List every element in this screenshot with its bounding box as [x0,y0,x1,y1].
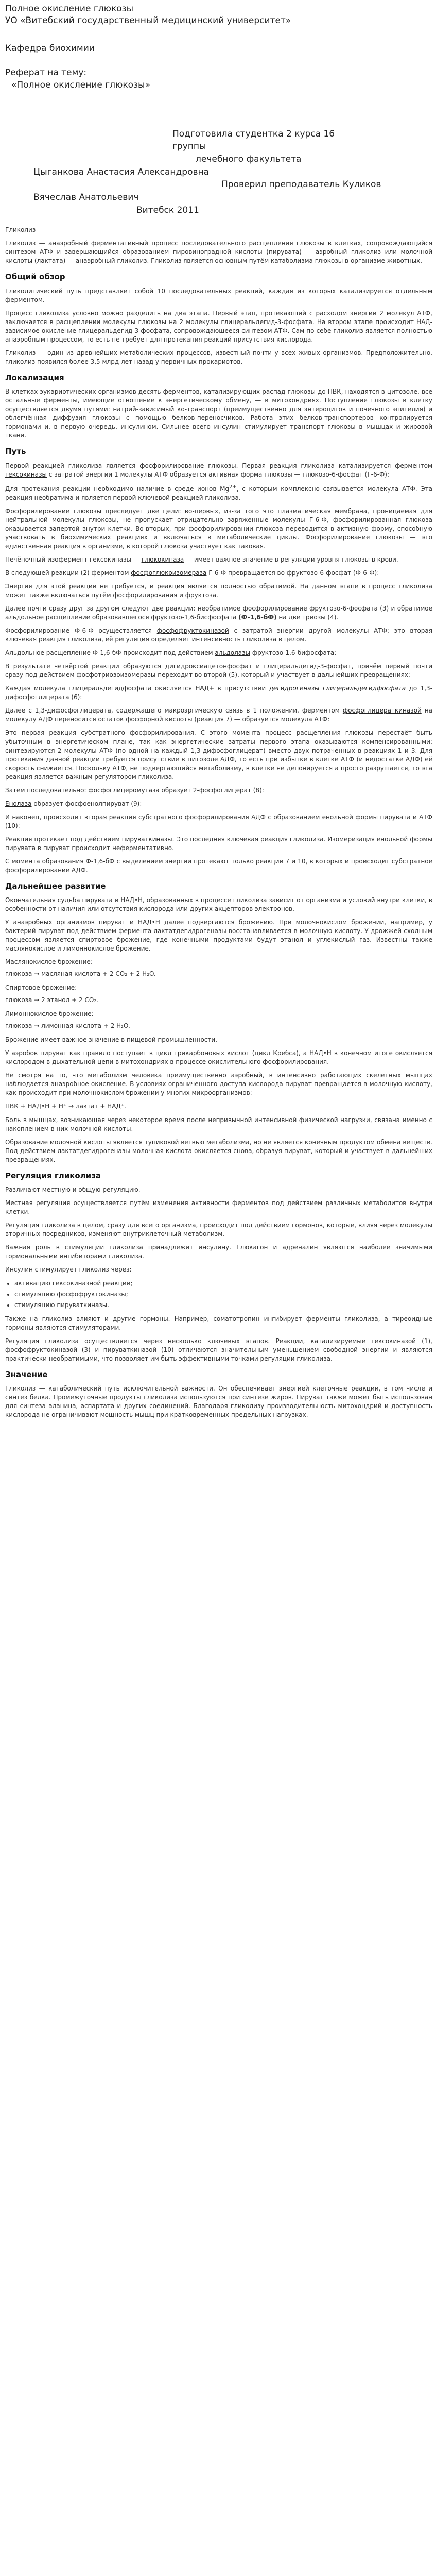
section-heading-localization: Локализация [5,372,64,382]
paragraph: Первой реакцией гликолиза является фосфорилирование глюкозы. Первая реакция гликолиза катализируется ферментом гексокиназы с затратой энергии 1 молекулы АТФ образуется активная форма глюкозы — глюкозо-6-фосфат (Г-6-Ф): [5,462,432,478]
department-name: Кафедра биохимии [5,43,95,54]
paragraph: Также на гликолиз влияют и другие гормоны. Например, соматотропин ингибирует ферменты гликолиза, а тиреоидные гормоны являются стимуляторами. [5,1315,432,1331]
paragraph: Инсулин стимулирует гликолиз через: [5,1266,132,1274]
paragraph: Далее почти сразу друг за другом следуют две реакции: необратимое фосфорилирование фруктозо-6-фосфата (3) и обратимое альдольное расщепление образовавшегося фруктозо-1,6-бисфосфата (Ф-1,6-бФ) на две триозы (4). [5,605,432,621]
equation-label: Лимоннокислое брожение: [5,1010,94,1018]
link-glucokinase[interactable]: глюкокиназа [141,556,184,564]
equation-label: Маслянокислое брожение: [5,958,93,966]
section-heading-significance: Значение [5,1369,48,1379]
paragraph: Фосфорилирование Ф-6-Ф осуществляется фосфофруктокиназой с затратой энергии другой молекулы АТФ; это вторая ключевая реакция гликолиза, её регуляция определяет интенсивность гликолиза в целом. [5,627,432,643]
list-item: • активацию гексокиназной реакции; [14,1279,432,1288]
paragraph: В клетках эукариотических организмов десять ферментов, катализирующих распад глюкозы до ПВК, находятся в цитозоле, все остальные ферменты, имеющие отношение к энергетическому обмену, — в митохондриях. Поступление глюкозы в клетку осуществляется двумя путями: натрий-зависимый ко-транспорт (преимущественно для энтероцитов и почечного эпителия) и облегчённая диффузия глюкозы с помощью белков-переносчиков. Работа этих белков-транспортеров контролируется гормонами и, в первую очередь, инсулином. Сильнее всего инсулин стимулирует транспорт глюкозы в мышцах и жировой ткани. [5,388,432,439]
paragraph: Процесс гликолиза условно можно разделить на два этапа. Первый этап, протекающий с расходом энергии 2 молекул АТФ, заключается в расщеплении молекулы глюкозы на 2 молекулы глицеральдегид-3-фосфата. На втором этапе происходит НАД-зависимое окисление глицеральдегид-3-фосфата, сопровождающееся синтезом АТФ. Сам по себе гликолиз является полностью анаэробным процессом, то есть не требует для протекания реакций присутствия кислорода. [5,309,432,343]
link-phosphofructokinase[interactable]: фосфофруктокиназой [156,627,229,635]
paragraph: Регуляция гликолиза в целом, сразу для всего организма, происходит под действием гормонов, которые, влияя через молекулы вторичных посредников, изменяют внутриклеточный метаболизм. [5,1222,432,1238]
list-item: • стимуляцию фосфофруктокиназы; [14,1290,432,1299]
paragraph: Реакция протекает под действием пируваткиназы. Это последняя ключевая реакция гликолиза. Изомеризация енольной формы пирувата в пируват происходит неферментативно. [5,835,432,852]
paragraph: С момента образования Ф-1,6-бФ с выделением энергии протекают только реакции 7 и 10, в которых и происходит субстратное фосфорилирование АДФ. [5,857,432,874]
subtitle-glycolysis: Гликолиз [5,226,36,234]
paragraph: У аэробов пируват как правило поступает в цикл трикарбоновых кислот (цикл Кребса), а НАД•Н в конечном итоге окисляется кислородом в дыхательной цепи в митохондриях в процессе окислительного фосфорилирования. [5,1049,432,1065]
link-hexokinase[interactable]: гексокиназы [5,470,47,478]
credits-teacher-name: Вячеслав Анатольевич [33,192,139,202]
equation: глюкоза → масляная кислота + 2 CO₂ + 2 H₂O. [5,970,156,978]
credits-city-year: Витебск 2011 [136,205,199,215]
paragraph: Не смотря на то, что метаболизм человека преимущественно аэробный, в интенсивно работающих скелетных мышцах наблюдается анаэробное окисление. В условиях ограниченного доступа кислорода пируват превращается в молочную кислоту, как происходит при молочнокислом брожении у многих микроорганизмов: [5,1071,432,1096]
paragraph: Печёночный изофермент гексокиназы — глюкокиназа — имеет важное значение в регуляции уровня глюкозы в крови. [5,556,398,564]
link-aldolase[interactable]: альдолазы [215,649,250,657]
credits-faculty-line: лечебного факультета [196,154,302,165]
paragraph: Гликолиз — анаэробный ферментативный процесс последовательного расщепления глюкозы в клетках, сопровождающийся синтезом АТФ и завершающийся образованием пировиноградной кислоты (пирувата) — аэробный гликолиз или молочной кислоты (лактата) — анаэробный гликолиз. Гликолиз является основным путём катаболизма глюкозы в организме животных. [5,240,432,265]
paragraph: Различают местную и общую регуляцию. [5,1186,141,1194]
equation: глюкоза → лимонная кислота + 2 H₂O. [5,1022,130,1029]
university-name: УО «Витебский государственный медицинский университет» [5,15,291,26]
link-nad[interactable]: НАД+ [195,685,215,692]
equation: ПВК + НАД•Н + H⁺ → лактат + НАД⁺. [5,1102,126,1110]
paragraph: Далее с 1,3-дифосфоглицерата, содержащего макроэргическую связь в 1 положении, ферментом фосфоглицераткиназой на молекулу АДФ переносится остаток фосфорной кислоты (реакция 7) — образуется молекула АТФ: [5,707,433,723]
paragraph: Энергия для этой реакции не требуется, и реакция является полностью обратимой. На данном этапе в процесс гликолиза может также включаться путём фосфорилирования и фруктоза. [5,583,432,599]
credits-student-name: Цыганкова Анастасия Александровна [33,166,210,177]
section-heading-further-development: Дальнейшее развитие [5,881,106,891]
paragraph: Брожение имеет важное значение в пищевой промышленности. [5,1036,218,1043]
paragraph: Затем последовательно: фосфоглицеромутаза образует 2-фосфоглицерат (8): [5,786,264,794]
paragraph: У анаэробных организмов пируват и НАД•Н далее подвергаются брожению. При молочнокислом брожении, например, у бактерий пируват под действием фермента лактатдегидрогеназы восстанавливается в молочную кислоту. У дрожжей сходным процессом является спиртовое брожение, где конечными продуктами будут этанол и углекислый газ. Известны также маслянокислое и лимоннокислое брожение. [5,919,432,953]
credits-student-line: Подготовила студентка 2 курса 16 [172,128,335,139]
paragraph: Боль в мышцах, возникающая через некоторое время после непривычной интенсивной физической нагрузки, связана именно с накоплением в них молочной кислоты. [5,1116,432,1132]
doc-title: Полное окисление глюкозы [5,4,134,14]
paragraph: Местная регуляция осуществляется путём изменения активности ферментов под действием различных метаболитов внутри клетки. [5,1199,432,1216]
paragraph: Гликолиз — один из древнейших метаболических процессов, известный почти у всех живых организмов. Предположительно, гликолиз появился более 3,5 млрд лет назад у первичных прокариотов. [5,349,432,365]
credits-block [5,128,432,216]
document-body [5,226,432,1419]
paragraph: Для протекания реакции необходимо наличие в среде ионов $Mg^{2+}$, с которым комплексно связывается молекула АТФ. Эта реакция необратима и является первой ключевой реакцией гликолиза. [5,484,432,501]
paragraph: Фосфорилирование глюкозы преследует две цели: во-первых, из-за того что плазматическая мембрана, проницаемая для нейтральной молекулы глюкозы, не пропускает отрицательно заряженные молекулы Г-6-Ф, фосфорилированная глюкоза оказывается запертой внутри клетки. Во-вторых, при фосфорилировании глюкоза переводится в активную форму, способную участвовать в биохимических реакциях и включаться в метаболические циклы. Фосфорилирование глюкозы — это единственная реакция в организме, в которой глюкоза участвует как таковая. [5,507,432,550]
credits-group-line: группы [172,141,206,152]
paragraph: Важная роль в стимуляции гликолиза принадлежит инсулину. Глюкагон и адреналин являются наиболее значимыми гормональными ингибиторами гликолиза. [5,1244,432,1260]
paragraph: Регуляция гликолиза осуществляется через несколько ключевых этапов. Реакции, катализируемые гексокиназой (1), фосфофруктокиназой (3) и пируваткиназой (10) отличаются значительным уменьшением свободной энергии и являются практически необратимыми, что позволяет им быть эффективными точками регуляции гликолиза. [5,1337,432,1362]
paragraph: В следующей реакции (2) ферментом фосфоглюкоизомераза Г-6-Ф превращается во фруктозо-6-фосфат (Ф-6-Ф): [5,569,379,577]
link-phosphoglycerate-kinase[interactable]: фосфоглицераткиназой [342,707,422,715]
credits-teacher-line: Проверил преподаватель Куликов [221,179,381,190]
superscript: 2+ [229,484,237,490]
section-heading-pathway: Путь [5,447,26,456]
paragraph: В результате четвёртой реакции образуются дигидроксиацетонфосфат и глицеральдегид-3-фосфат, причём первый почти сразу под действием фосфотриозоизомеразы переходит во второй (5), который и участвует в дальнейших превращениях: [5,663,432,679]
page [5,3,432,1424]
paragraph: Каждая молекула глицеральдегидфосфата окисляется НАД+ в присутствии дегидрогеназы глицеральдегидфосфата до 1,3-дифосфоглицерата (6): [5,685,433,701]
link-phosphoglucoisomerase[interactable]: фосфоглюкоизомераза [131,569,207,577]
list-item: • стимуляцию пируваткиназы. [14,1301,432,1310]
paragraph: Енолаза образует фосфоенолпируват (9): [5,800,142,807]
section-heading-overview: Общий обзор [5,272,65,282]
bullet-list [14,1279,432,1310]
paragraph: И наконец, происходит вторая реакция субстратного фосфорилирования АДФ с образованием енольной формы пирувата и АТФ (10): [5,813,432,829]
paragraph: Образование молочной кислоты является тупиковой ветвью метаболизма, но не является конечным продуктом обмена веществ. Под действием лактатдегидрогеназы молочная кислота окисляется снова, образуя пируват, который и участвует в дальнейших превращениях. [5,1138,432,1163]
link-phosphoglyceromutase[interactable]: фосфоглицеромутаза [88,786,160,794]
essay-title: «Полное окисление глюкозы» [11,80,150,91]
link-gapdh[interactable]: дегидрогеназы глицеральдегидфосфата [269,685,406,692]
section-heading-regulation: Регуляция гликолиза [5,1171,101,1180]
paragraph: Альдольное расщепление Ф-1,6-бФ происходит под действием альдолазы фруктозо-1,6-бифосфата: [5,649,337,657]
link-enolase[interactable]: Енолаза [5,800,32,807]
paragraph: Гликолиз — катаболический путь исключительной важности. Он обеспечивает энергией клеточные реакции, в том числе и синтез белка. Промежуточные продукты гликолиза используются при синтезе жиров. Пируват также может быть использован для синтеза аланина, аспартата и других соединений. Благодаря гликолизу производительность митохондрий и доступность кислорода не ограничивают мощность мышц при кратковременных предельных нагрузках. [5,1385,432,1419]
paragraph: Окончательная судьба пирувата и НАД•Н, образованных в процессе гликолиза зависит от организма и условий внутри клетки, в особенности от наличия или отсутствия кислорода или других акцепторов электронов. [5,896,432,913]
paragraph: Это первая реакция субстратного фосфорилирования. С этого момента процесс расщепления глюкозы перестаёт быть убыточным в энергетическом плане, так как энергетические затраты первого этапа оказываются компенсированными: синтезируются 2 молекулы АТФ (по одной на каждый 1,3-дифосфоглицерат) вместо двух потраченных в реакциях 1 и 3. Для протекания данной реакции требуется присутствие в цитозоле АДФ, то есть при избытке в клетке АТФ (и недостатке АДФ) её скорость снижается. Поскольку АТФ, не подвергающийся метаболизму, в клетке не депонируется а просто разрушается, то эта реакция является важным регулятором гликолиза. [5,729,432,781]
essay-heading: Реферат на тему: [5,67,87,78]
paragraph: Гликолитический путь представляет собой 10 последовательных реакций, каждая из которых катализируется отдельным ферментом. [5,287,432,303]
link-pyruvate-kinase[interactable]: пируваткиназы [121,835,172,843]
equation-label: Спиртовое брожение: [5,984,77,992]
equation: глюкоза → 2 этанол + 2 CO₂. [5,996,98,1004]
